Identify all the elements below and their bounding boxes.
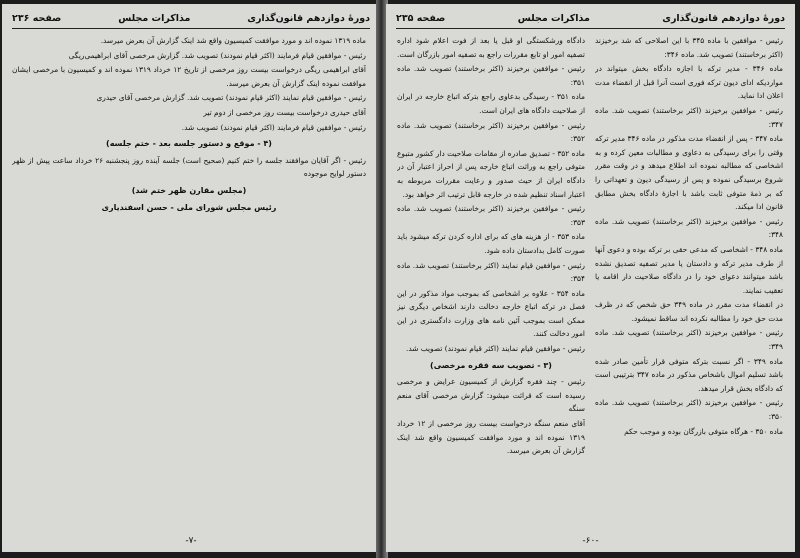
right-page xyxy=(386,4,795,552)
header-rule xyxy=(12,28,370,29)
paragraph: ماده ۳۴۸ - اشخاصی که مدعی حقی بر ترکه بوده و دعوی آنها از طرف مدیر ترکه و دادستان یا مدیر تصفیه تصدیق نشده باشد میتوانند دعوای خود را در دادگاه صلاحیت دار اقامه یا تعقیب نمایند. xyxy=(595,244,783,295)
paragraph: رئیس - موافقین قیام نمایند (اکثر قیام نمودند) تصویب شد. xyxy=(405,344,585,354)
header-page: صفحه ۲۳۵ xyxy=(396,12,446,24)
paragraph: رئیس - موافقین برخیزند (اکثر برخاستند) تصویب شد. ماده ۳۴۸: xyxy=(595,216,783,240)
paragraph: ماده ۱۳۱۹ نموده اند و مورد موافقت کمیسیون واقع شد اینک گزارش آن بعرض میرسد. xyxy=(100,36,366,45)
header-rule xyxy=(396,28,785,29)
paragraph: رئیس - موافقین برخیزند (اکثر برخاستند) تصویب شد. ماده ۳۵۱: xyxy=(397,64,585,87)
session-end-note: (مجلس مقارن ظهر ختم شد) xyxy=(131,185,247,195)
header-period: دورهٔ دوازدهم قانون‌گذاری xyxy=(247,12,370,24)
paragraph: رئیس - موافقین برخیزند (اکثر برخاستند) تصویب شد. ماده ۳۴۹: xyxy=(595,328,783,352)
text-column-left xyxy=(397,34,585,526)
section-heading: (۳ - تصویب سه فقره مرخصی) xyxy=(430,360,552,370)
header-title: مذاکرات مجلس xyxy=(517,12,590,24)
paragraph: آقای حیدری درخواست بیست روز مرخصی از دوم تیر xyxy=(203,107,366,117)
page-number: -۷- xyxy=(185,536,197,546)
paragraph: در انقضاء مدت مقرر در ماده ۳۴۹ حق شخص که در ظرف مدت حق خود را مطالبه نکرده اند ساقط نمیشود. xyxy=(595,300,783,323)
paragraph: ماده ۳۴۷ - پس از انقضاء مدت مذکور در ماده ۳۴۶ مدیر ترکه وقتی را برای رسیدگی به دعاوی و مطالبات معین کرده و به اشخاصی که مطالبه نموده اند اطلاع میدهد و در وقت مقرر شروع برسیدگی نموده و پس از رسیدگی دیون و تعهداتی را که بر ذمهٔ متوفی ثابت باشد با اجازهٔ دادگاه بخش مطابق قانون ادا میکند. xyxy=(595,134,783,212)
paragraph: رئیس - موافقین قیام فرمایند (اکثر قیام نمودند) تصویب شد. گزارش مرخصی آقای ابراهیمی‌ریگی xyxy=(68,50,366,60)
paragraph: ماده ۳۵۲ - تصدیق صادره از مقامات صلاحیت دار کشور متبوع متوفی راجع به وراثت اتباع خارجه پس از احراز اعتبار آن در دادگاه ایران از حیث صدور و رعایت مقررات مربوطه به اعتبار اسناد تنظیم شده در خارجه قابل ترتیب اثر خواهد بود. xyxy=(397,148,585,199)
paragraph: ماده ۳۵۰ - هرگاه متوفی بازرگان بوده و موجب حکم xyxy=(624,426,783,436)
paragraph: رئیس - موافقین برخیزند (اکثر برخاستند) تصویب شد. ماده ۳۵۳: xyxy=(397,204,585,227)
left-page xyxy=(2,4,380,552)
paragraph: رئیس - موافقین قیام نمایند (اکثر قیام نمودند) تصویب شد. گزارش مرخصی آقای حیدری xyxy=(96,93,366,103)
paragraph: رئیس - موافقین با ماده ۳۴۵ با این اصلاحی که شد برخیزند (اکثر برخاستند) تصویب شد. ماده ۳۴۶: xyxy=(595,36,783,59)
paragraph: رئیس - چند فقره گزارش از کمیسیون عرایض و مرخصی رسیده است که قرائت میشود: گزارش مرخصی آقای منعم سنگه xyxy=(397,377,585,414)
paragraph: ماده ۳۴۹ - اگر نسبت بترکه متوفی قرار تأمین صادر شده باشد تسلیم اموال باشخاص مذکور در ماده ۳۴۷ بترتیبی است که دادگاه بخش قرار میدهد. xyxy=(595,356,783,393)
header-period: دورهٔ دوازدهم قانون‌گذاری xyxy=(662,12,785,24)
paragraph: آقای منعم سنگه درخواست بیست روز مرخصی از ۱۲ خرداد ۱۳۱۹ نموده اند و مورد موافقت کمیسیون واقع شد اینک گزارش آن بعرض میرسد. xyxy=(397,419,585,456)
paragraph: رئیس - موافقین برخیزند (اکثر برخاستند) تصویب شد. ماده ۳۵۲: xyxy=(397,120,585,144)
paragraph: آقای ابراهیمی ریگی درخواست بیست روز مرخصی از تاریخ ۱۲ خرداد ۱۳۱۹ نموده اند و کمیسیون با مرخصی ایشان موافقت نموده اینک گزارش آن بعرض میرسد. xyxy=(12,65,366,88)
header-title: مذاکرات مجلس xyxy=(118,12,191,24)
header-page: صفحه ۲۳۶ xyxy=(12,12,62,24)
page-number: -۶۰- xyxy=(582,536,599,546)
paragraph: ماده ۳۴۶ - مدیر ترکه با اجازه دادگاه بخش میتواند در مواردیکه ادای دیون ترکه فوری است آنرا قبل از انقضاء مدت اعلان ادا نماید. xyxy=(595,64,783,101)
paragraph: رئیس - موافقین برخیزند (اکثر برخاستند) تصویب شد. ماده ۳۴۷: xyxy=(595,105,783,129)
signature-line: رئیس مجلس شورای ملی - حسن اسفندیاری xyxy=(101,202,277,212)
page-header xyxy=(12,10,370,26)
section-heading: (۴ - موقع و دستور جلسه بعد - ختم جلسه) xyxy=(106,139,272,149)
paragraph: ماده ۳۵۴ - علاوه بر اشخاصی که بموجب مواد مذکور در این فصل در ترکه اتباع خارجه دخالت دارند اشخاص دیگری نیز ممکن است بموجب آئین نامه های وزارت دادگستری در این امور دخالت کنند. xyxy=(397,288,585,339)
paragraph: ماده ۳۵۳ - از هزینه های که برای اداره کردن ترکه میشود باید صورت کامل بدادستان داده شود. xyxy=(397,232,585,255)
text-column-right xyxy=(595,34,783,526)
paragraph: ماده ۳۵۱ - رسیدگی بدعاوی راجع بترکه اتباع خارجه در ایران از صلاحیت دادگاه های ایران است. xyxy=(397,92,585,115)
paragraph: رئیس - موافقین قیام نمایند (اکثر برخاستند) تصویب شد. ماده ۳۵۴: xyxy=(397,260,585,284)
text-column xyxy=(12,34,366,526)
page-header xyxy=(396,10,785,26)
paragraph: دادگاه ورشکستگی او قبل یا بعد از فوت اعلام شود اداره تصفیه امور او تابع مقررات راجع به تصفیه امور بازرگان است. xyxy=(397,36,585,59)
paragraph: رئیس - موافقین برخیزند (اکثر برخاستند) تصویب شد. ماده ۳۵۰: xyxy=(595,398,783,422)
paragraph: رئیس - موافقین قیام فرمایند (اکثر قیام نمودند) تصویب شد. xyxy=(181,122,366,132)
paragraph: رئیس - اگر آقایان موافقند جلسه را ختم کنیم (صحیح است) جلسه آینده روز پنجشنبه ۲۶ خرداد ساعت پیش از ظهر دستور لوایح موجوده xyxy=(12,155,366,179)
